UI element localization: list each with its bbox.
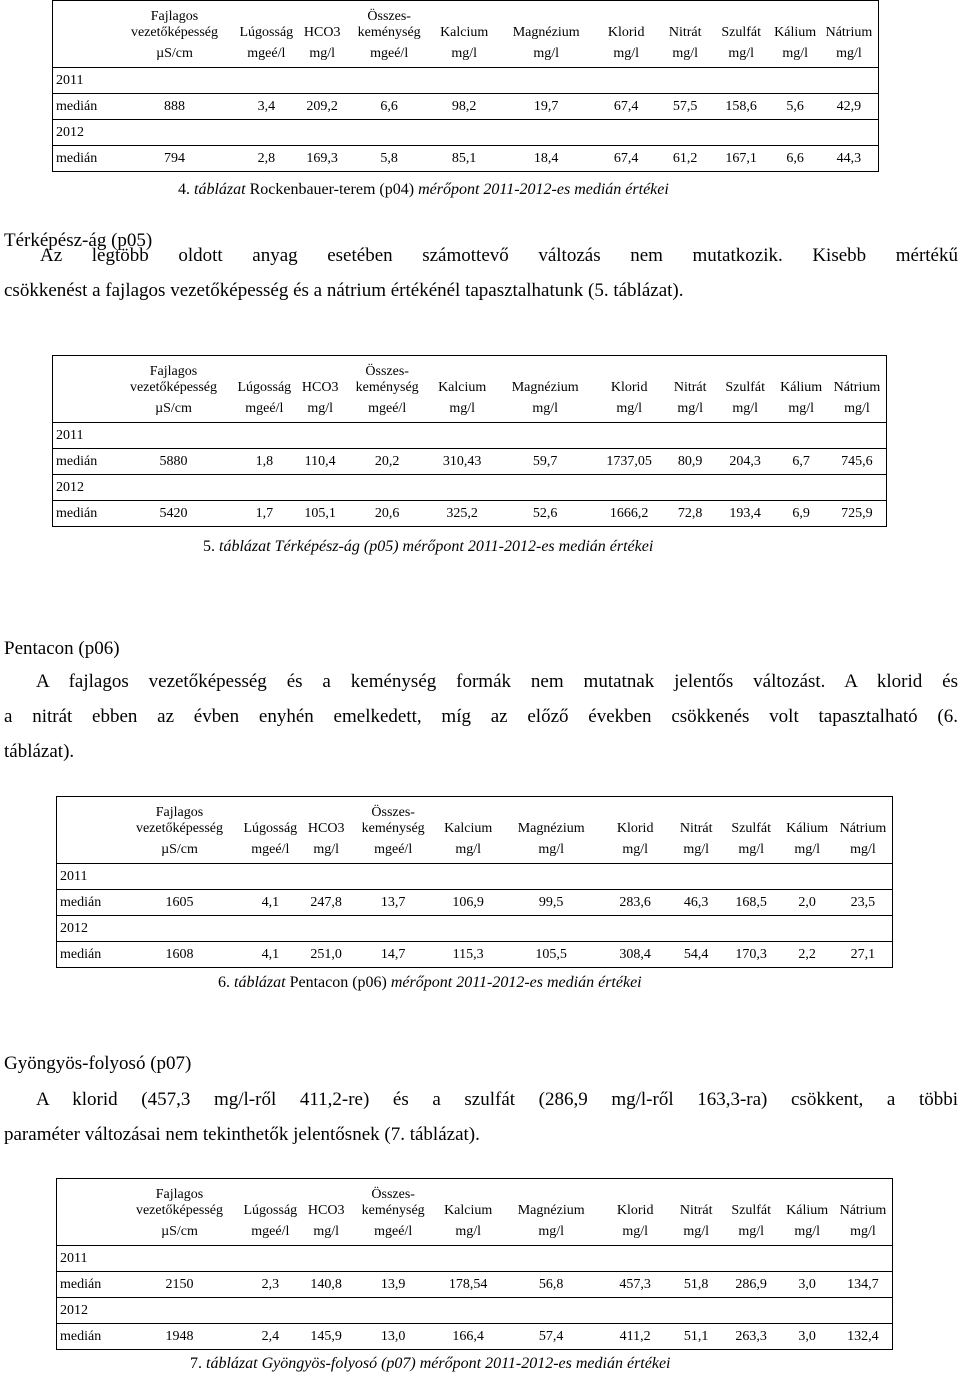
column-header: Fajlagos vezetőképesség (113, 1, 237, 42)
value-cell: 1,8 (235, 449, 295, 475)
caption-rest: mérőpont 2011-2012-es medián értékei (402, 538, 654, 555)
value-cell: 18,4 (498, 146, 594, 172)
unit-cell: mg/l (294, 396, 346, 423)
year-label: 2012 (53, 120, 113, 146)
unit-cell: mg/l (670, 837, 722, 864)
value-cell: 5420 (113, 501, 235, 527)
value-cell: 59,7 (496, 449, 594, 475)
unit-cell: µS/cm (119, 1219, 241, 1246)
column-header: Lúgosság (235, 356, 295, 397)
column-header: Nitrát (664, 356, 716, 397)
column-header: Magnézium (496, 356, 594, 397)
median-label: medián (53, 146, 113, 172)
value-cell: 1608 (119, 942, 241, 968)
unit-cell: mgeé/l (352, 1219, 434, 1246)
table-caption (178, 181, 669, 199)
unit-cell: mg/l (770, 41, 820, 68)
value-cell: 325,2 (428, 501, 496, 527)
year-row (57, 1246, 893, 1272)
median-row (53, 146, 879, 172)
value-cell: 57,4 (502, 1324, 600, 1350)
section-paragraph (4, 664, 958, 769)
year-row-filler (119, 1298, 893, 1324)
year-label: 2011 (53, 423, 113, 449)
value-cell: 85,1 (430, 146, 498, 172)
caption-rest: mérőpont 2011-2012-es medián értékei (418, 181, 669, 198)
column-header: Kálium (780, 1179, 834, 1220)
value-cell: 888 (113, 94, 237, 120)
value-cell: 169,3 (296, 146, 348, 172)
column-header: Kálium (780, 797, 834, 838)
unit-cell: mg/l (722, 1219, 780, 1246)
year-row (57, 916, 893, 942)
value-cell: 46,3 (670, 890, 722, 916)
value-cell: 725,9 (828, 501, 886, 527)
unit-cell: mg/l (600, 837, 670, 864)
year-row-filler (119, 1246, 893, 1272)
value-cell: 5880 (113, 449, 235, 475)
year-row (53, 68, 879, 94)
value-cell: 6,7 (774, 449, 828, 475)
unit-cell: mg/l (716, 396, 774, 423)
unit-label-cell (57, 837, 119, 864)
corner-cell (53, 1, 113, 42)
value-cell: 4,1 (241, 890, 301, 916)
unit-cell: µS/cm (113, 396, 235, 423)
year-row (53, 120, 879, 146)
unit-label-cell (57, 1219, 119, 1246)
section-heading: Térképész-ág (p05) (4, 230, 153, 251)
value-cell: 61,2 (658, 146, 712, 172)
caption-number: 6. (218, 974, 230, 991)
column-header: Nátrium (820, 1, 878, 42)
value-cell: 247,8 (300, 890, 352, 916)
value-cell: 2,0 (780, 890, 834, 916)
caption-site: Térképész-ág (p05) (274, 538, 399, 555)
value-cell: 745,6 (828, 449, 886, 475)
column-header: Nitrát (658, 1, 712, 42)
unit-cell: mg/l (300, 837, 352, 864)
caption-number: 5. (203, 538, 215, 555)
unit-row (57, 837, 893, 864)
table-caption (190, 1355, 671, 1373)
value-cell: 1605 (119, 890, 241, 916)
column-header: Klorid (594, 356, 664, 397)
column-header: Fajlagos vezetőképesség (119, 797, 241, 838)
value-cell: 193,4 (716, 501, 774, 527)
year-row-filler (113, 423, 887, 449)
unit-row (53, 41, 879, 68)
unit-row (53, 396, 887, 423)
unit-cell: mgeé/l (348, 41, 430, 68)
unit-cell: mg/l (834, 1219, 892, 1246)
year-label: 2011 (53, 68, 113, 94)
value-cell: 110,4 (294, 449, 346, 475)
value-cell: 283,6 (600, 890, 670, 916)
value-cell: 167,1 (712, 146, 770, 172)
value-cell: 98,2 (430, 94, 498, 120)
value-cell: 20,2 (346, 449, 428, 475)
unit-cell: mg/l (664, 396, 716, 423)
value-cell: 44,3 (820, 146, 878, 172)
unit-cell: mgeé/l (241, 1219, 301, 1246)
median-row (57, 1272, 893, 1298)
value-cell: 5,8 (348, 146, 430, 172)
year-label: 2012 (57, 916, 119, 942)
data-table-7 (56, 1178, 893, 1350)
year-label: 2011 (57, 864, 119, 890)
table-caption (203, 538, 653, 556)
value-cell: 140,8 (300, 1272, 352, 1298)
median-label: medián (57, 890, 119, 916)
section-heading: Pentacon (p06) (4, 638, 120, 659)
unit-cell: mg/l (594, 41, 658, 68)
caption-word: táblázat (194, 181, 246, 198)
unit-cell: mgeé/l (235, 396, 295, 423)
value-cell: 2,8 (237, 146, 297, 172)
caption-rest: mérőpont 2011-2012-es medián értékei (390, 974, 642, 991)
column-header: HCO3 (300, 1179, 352, 1220)
median-row (53, 449, 887, 475)
value-cell: 3,0 (780, 1324, 834, 1350)
paragraph-line: Az legtöbb oldott anyag esetében számottevő változás nem mutatkozik. Kisebb mértékű (40, 245, 958, 266)
unit-cell: mg/l (296, 41, 348, 68)
column-header: Nátrium (834, 797, 892, 838)
unit-cell: mg/l (774, 396, 828, 423)
value-cell: 99,5 (502, 890, 600, 916)
value-cell: 51,1 (670, 1324, 722, 1350)
unit-cell: mg/l (502, 837, 600, 864)
corner-cell (57, 797, 119, 838)
median-label: medián (57, 942, 119, 968)
median-label: medián (53, 501, 113, 527)
median-row (53, 501, 887, 527)
column-header: Kalcium (434, 1179, 502, 1220)
column-header: Magnézium (498, 1, 594, 42)
caption-site: Gyöngyös-folyosó (p07) (261, 1355, 416, 1372)
column-header: HCO3 (296, 1, 348, 42)
value-cell: 170,3 (722, 942, 780, 968)
column-header: HCO3 (294, 356, 346, 397)
section-heading: Gyöngyös-folyosó (p07) (4, 1053, 192, 1074)
unit-label-cell (53, 41, 113, 68)
unit-cell: mg/l (670, 1219, 722, 1246)
value-cell: 54,4 (670, 942, 722, 968)
median-label: medián (57, 1324, 119, 1350)
unit-cell: mg/l (594, 396, 664, 423)
column-header: Szulfát (712, 1, 770, 42)
year-label: 2012 (53, 475, 113, 501)
column-header: Összes- keménység (348, 1, 430, 42)
value-cell: 209,2 (296, 94, 348, 120)
value-cell: 115,3 (434, 942, 502, 968)
unit-cell: mg/l (300, 1219, 352, 1246)
value-cell: 158,6 (712, 94, 770, 120)
column-header: Kalcium (434, 797, 502, 838)
value-cell: 105,1 (294, 501, 346, 527)
unit-cell: mg/l (780, 837, 834, 864)
caption-site: Pentacon (p06) (289, 974, 387, 991)
value-cell: 51,8 (670, 1272, 722, 1298)
year-label: 2011 (57, 1246, 119, 1272)
column-header: Magnézium (502, 797, 600, 838)
column-header: Nátrium (834, 1179, 892, 1220)
caption-word: táblázat (206, 1355, 258, 1372)
year-row (53, 475, 887, 501)
unit-cell: µS/cm (113, 41, 237, 68)
value-cell: 145,9 (300, 1324, 352, 1350)
table-caption (218, 974, 642, 992)
column-header: Kálium (770, 1, 820, 42)
header-row (53, 356, 887, 397)
year-row-filler (119, 864, 893, 890)
year-row-filler (119, 916, 893, 942)
unit-cell: mg/l (722, 837, 780, 864)
unit-cell: mg/l (828, 396, 886, 423)
value-cell: 1737,05 (594, 449, 664, 475)
median-row (53, 94, 879, 120)
data-table-4 (52, 0, 879, 172)
value-cell: 251,0 (300, 942, 352, 968)
paragraph-line: A fajlagos vezetőképesség és a keménység formák nem mutatnak jelentős változást. A klorid és (36, 671, 958, 692)
median-row (57, 890, 893, 916)
column-header: Fajlagos vezetőképesség (113, 356, 235, 397)
value-cell: 263,3 (722, 1324, 780, 1350)
caption-word: táblázat (219, 538, 271, 555)
caption-word: táblázat (234, 974, 286, 991)
column-header: Klorid (594, 1, 658, 42)
year-row (53, 423, 887, 449)
column-header: Összes- keménység (352, 1179, 434, 1220)
value-cell: 13,0 (352, 1324, 434, 1350)
value-cell: 2,4 (241, 1324, 301, 1350)
median-label: medián (53, 449, 113, 475)
year-row-filler (113, 68, 879, 94)
column-header: Klorid (600, 797, 670, 838)
unit-label-cell (53, 396, 113, 423)
unit-cell: mg/l (834, 837, 892, 864)
median-row (57, 1324, 893, 1350)
value-cell: 19,7 (498, 94, 594, 120)
year-row (57, 1298, 893, 1324)
unit-cell: mgeé/l (352, 837, 434, 864)
year-label: 2012 (57, 1298, 119, 1324)
unit-cell: mg/l (600, 1219, 670, 1246)
unit-cell: mg/l (820, 41, 878, 68)
value-cell: 4,1 (241, 942, 301, 968)
unit-cell: mg/l (498, 41, 594, 68)
header-row (57, 797, 893, 838)
paragraph-line: táblázat). (4, 741, 75, 762)
unit-cell: mg/l (780, 1219, 834, 1246)
value-cell: 13,9 (352, 1272, 434, 1298)
median-label: medián (57, 1272, 119, 1298)
value-cell: 3,0 (780, 1272, 834, 1298)
value-cell: 411,2 (600, 1324, 670, 1350)
value-cell: 178,54 (434, 1272, 502, 1298)
unit-row (57, 1219, 893, 1246)
column-header: Szulfát (722, 1179, 780, 1220)
caption-site: Rockenbauer-terem (p04) (249, 181, 415, 198)
column-header: Lúgosság (237, 1, 297, 42)
column-header: Összes- keménység (352, 797, 434, 838)
value-cell: 52,6 (496, 501, 594, 527)
data-table-5 (52, 355, 887, 527)
column-header: Kálium (774, 356, 828, 397)
value-cell: 166,4 (434, 1324, 502, 1350)
corner-cell (53, 356, 113, 397)
year-row-filler (113, 120, 879, 146)
unit-cell: mg/l (434, 1219, 502, 1246)
value-cell: 1666,2 (594, 501, 664, 527)
section-paragraph (4, 238, 958, 308)
value-cell: 1,7 (235, 501, 295, 527)
unit-cell: mg/l (428, 396, 496, 423)
median-label: medián (53, 94, 113, 120)
value-cell: 5,6 (770, 94, 820, 120)
section-paragraph (4, 1082, 958, 1152)
value-cell: 3,4 (237, 94, 297, 120)
year-row-filler (113, 475, 887, 501)
value-cell: 67,4 (594, 146, 658, 172)
unit-cell: mg/l (658, 41, 712, 68)
caption-number: 7. (190, 1355, 202, 1372)
value-cell: 286,9 (722, 1272, 780, 1298)
value-cell: 106,9 (434, 890, 502, 916)
unit-cell: mgeé/l (241, 837, 301, 864)
value-cell: 13,7 (352, 890, 434, 916)
unit-cell: mg/l (502, 1219, 600, 1246)
corner-cell (57, 1179, 119, 1220)
value-cell: 2,3 (241, 1272, 301, 1298)
value-cell: 204,3 (716, 449, 774, 475)
value-cell: 134,7 (834, 1272, 892, 1298)
value-cell: 1948 (119, 1324, 241, 1350)
column-header: Nitrát (670, 797, 722, 838)
unit-cell: mg/l (712, 41, 770, 68)
unit-cell: µS/cm (119, 837, 241, 864)
value-cell: 2150 (119, 1272, 241, 1298)
paragraph-line: csökkenést a fajlagos vezetőképesség és a nátrium értékénél tapasztalhatunk (5. táblázat). (4, 280, 684, 301)
value-cell: 2,2 (780, 942, 834, 968)
value-cell: 6,6 (348, 94, 430, 120)
value-cell: 132,4 (834, 1324, 892, 1350)
column-header: Összes- keménység (346, 356, 428, 397)
unit-cell: mg/l (496, 396, 594, 423)
value-cell: 23,5 (834, 890, 892, 916)
unit-cell: mg/l (434, 837, 502, 864)
median-row (57, 942, 893, 968)
value-cell: 57,5 (658, 94, 712, 120)
value-cell: 20,6 (346, 501, 428, 527)
value-cell: 67,4 (594, 94, 658, 120)
value-cell: 308,4 (600, 942, 670, 968)
column-header: Klorid (600, 1179, 670, 1220)
value-cell: 105,5 (502, 942, 600, 968)
value-cell: 14,7 (352, 942, 434, 968)
paragraph-line: paraméter változásai nem tekinthetők jelentősnek (7. táblázat). (4, 1124, 480, 1145)
unit-cell: mgeé/l (237, 41, 297, 68)
paragraph-line: A klorid (457,3 mg/l-ről 411,2-re) és a szulfát (286,9 mg/l-ről 163,3-ra) csökkent, a többi (36, 1089, 958, 1110)
value-cell: 794 (113, 146, 237, 172)
header-row (57, 1179, 893, 1220)
column-header: HCO3 (300, 797, 352, 838)
value-cell: 72,8 (664, 501, 716, 527)
column-header: Szulfát (716, 356, 774, 397)
value-cell: 42,9 (820, 94, 878, 120)
data-table-6 (56, 796, 893, 968)
unit-cell: mgeé/l (346, 396, 428, 423)
column-header: Magnézium (502, 1179, 600, 1220)
paragraph-line: a nitrát ebben az évben enyhén emelkedett, míg az előző években csökkenés volt tapasztalható (6. (4, 706, 958, 727)
unit-cell: mg/l (430, 41, 498, 68)
value-cell: 457,3 (600, 1272, 670, 1298)
column-header: Nátrium (828, 356, 886, 397)
value-cell: 168,5 (722, 890, 780, 916)
column-header: Lúgosság (241, 1179, 301, 1220)
column-header: Fajlagos vezetőképesség (119, 1179, 241, 1220)
value-cell: 56,8 (502, 1272, 600, 1298)
column-header: Lúgosság (241, 797, 301, 838)
year-row (57, 864, 893, 890)
caption-number: 4. (178, 181, 190, 198)
value-cell: 6,9 (774, 501, 828, 527)
column-header: Kalcium (428, 356, 496, 397)
value-cell: 310,43 (428, 449, 496, 475)
header-row (53, 1, 879, 42)
column-header: Kalcium (430, 1, 498, 42)
value-cell: 27,1 (834, 942, 892, 968)
caption-rest: mérőpont 2011-2012-es medián értékei (419, 1355, 671, 1372)
value-cell: 6,6 (770, 146, 820, 172)
column-header: Szulfát (722, 797, 780, 838)
value-cell: 80,9 (664, 449, 716, 475)
column-header: Nitrát (670, 1179, 722, 1220)
